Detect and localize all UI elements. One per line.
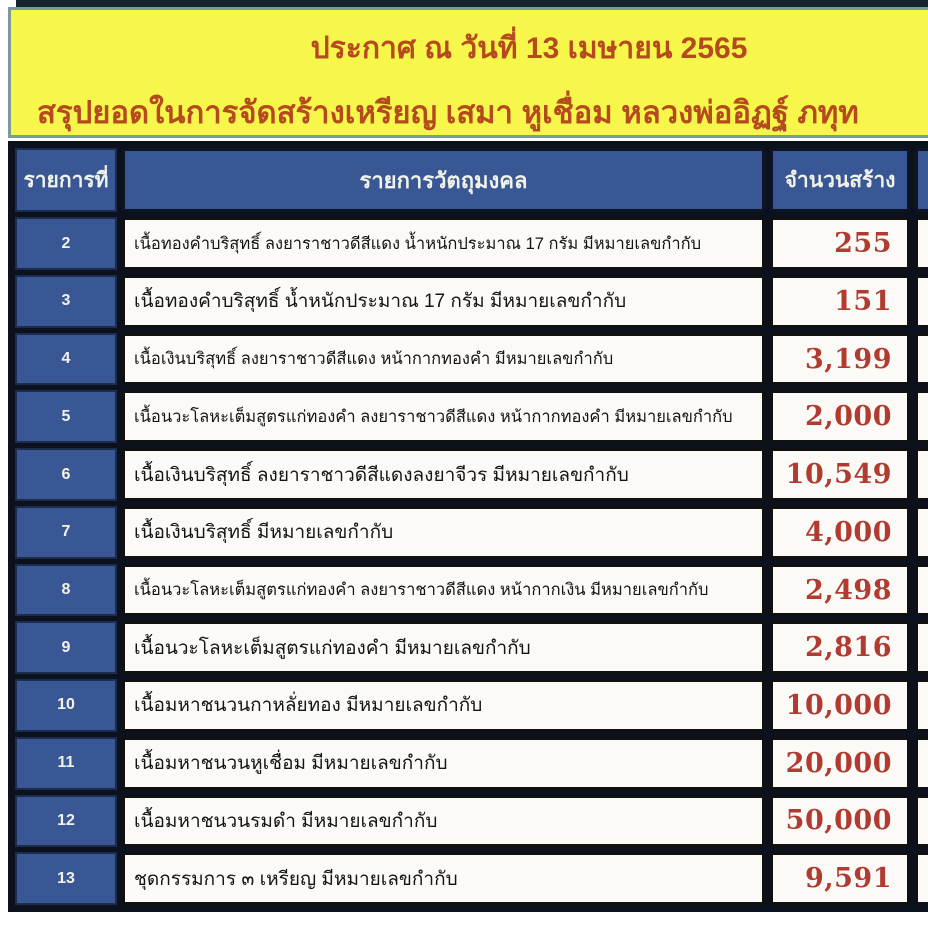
row-number-cell	[15, 333, 117, 386]
amount-cell	[770, 795, 910, 848]
extra-column-stub	[915, 564, 928, 617]
row-number-cell	[15, 679, 117, 732]
extra-column-stub	[915, 275, 928, 328]
item-description: เนื้อทองคำบริสุทธิ์ ลงยาราชาวดีสีแดง น้ำหนักประมาณ 17 กรัม มีหมายเลขกำกับ	[134, 234, 702, 253]
row-number: 2	[61, 234, 71, 252]
extra-column-stub	[915, 679, 928, 732]
extra-column-stub	[915, 448, 928, 501]
amount-value: 50,000	[785, 805, 892, 837]
table-row	[15, 448, 928, 501]
amount-value: 2,816	[804, 632, 892, 664]
row-number-cell	[15, 506, 117, 559]
item-description: เนื้อมหาชนวนกาหลั่ยทอง มีหมายเลขกำกับ	[134, 695, 483, 717]
row-number: 11	[57, 754, 75, 772]
item-description-cell	[122, 217, 765, 270]
table-row	[15, 679, 928, 732]
header-amount-cell	[770, 148, 910, 212]
summary-table	[8, 141, 928, 912]
item-description-cell	[122, 506, 765, 559]
item-description-cell	[122, 679, 765, 732]
item-description: เนื้อมหาชนวนหูเชื่อม มีหมายเลขกำกับ	[134, 753, 448, 775]
table-row	[15, 333, 928, 386]
amount-cell	[770, 217, 910, 270]
item-description: เนื้อมหาชนวนรมดำ มีหมายเลขกำกับ	[134, 810, 438, 832]
amount-value: 255	[834, 228, 892, 260]
item-description: เนื้อทองคำบริสุทธิ์ น้ำหนักประมาณ 17 กรัม มีหมายเลขกำกับ	[134, 291, 627, 313]
table-header-row	[15, 148, 928, 212]
top-border-strip	[16, 0, 928, 7]
extra-column-stub	[915, 333, 928, 386]
row-number-cell	[15, 737, 117, 790]
header-item-number-cell	[15, 148, 117, 212]
amount-value: 2,000	[804, 401, 892, 433]
table-row	[15, 275, 928, 328]
announcement-summary-title: สรุปยอดในการจัดสร้างเหรียญ เสมา หูเชื่อม หลวงพ่ออิฏฐ์ ภทุท	[37, 95, 859, 130]
amount-cell	[770, 390, 910, 443]
row-number: 13	[57, 869, 75, 887]
amount-cell	[770, 679, 910, 732]
row-number-cell	[15, 621, 117, 674]
item-description: เนื้อเงินบริสุทธิ์ มีหมายเลขกำกับ	[134, 522, 394, 544]
item-description-cell	[122, 448, 765, 501]
table-row	[15, 506, 928, 559]
amount-value: 9,591	[804, 863, 892, 895]
table-row	[15, 737, 928, 790]
row-number: 9	[61, 638, 71, 656]
row-number: 10	[57, 696, 75, 714]
extra-column-stub	[915, 621, 928, 674]
item-description-cell	[122, 333, 765, 386]
item-description-cell	[122, 275, 765, 328]
amount-value: 10,000	[785, 689, 892, 721]
item-description: ชุดกรรมการ ๓ เหรียญ มีหมายเลขกำกับ	[134, 868, 458, 890]
item-description: เนื้อเงินบริสุทธิ์ ลงยาราชาวดีสีแดง หน้ากากทองคำ มีหมายเลขกำกับ	[134, 350, 614, 369]
row-number: 5	[61, 407, 71, 425]
item-description-cell	[122, 621, 765, 674]
row-number: 8	[61, 581, 71, 598]
row-number-cell	[15, 564, 117, 617]
table-row	[15, 564, 928, 617]
table-row	[15, 852, 928, 905]
item-description: เนื้อนวะโลหะเต็มสูตรแก่ทองคำ มีหมายเลขกำกับ	[134, 637, 531, 659]
row-number: 4	[61, 350, 71, 368]
table-row	[15, 217, 928, 270]
item-description-cell	[122, 564, 765, 617]
row-number-cell	[15, 852, 117, 905]
amount-value: 2,498	[804, 574, 892, 606]
amount-cell	[770, 852, 910, 905]
header-description-label: รายการวัตถุมงคล	[359, 167, 528, 193]
row-number-cell	[15, 795, 117, 848]
row-number: 3	[61, 292, 71, 310]
announcement-banner	[8, 7, 928, 138]
header-extra-column-stub	[915, 148, 928, 212]
item-description: เนื้อนวะโลหะเต็มสูตรแก่ทองคำ ลงยาราชาวดีสีแดง หน้ากากเงิน มีหมายเลขกำกับ	[134, 581, 709, 599]
amount-cell	[770, 564, 910, 617]
amount-cell	[770, 448, 910, 501]
extra-column-stub	[915, 795, 928, 848]
header-amount-label: จำนวนสร้าง	[784, 168, 896, 192]
amount-value: 3,199	[804, 343, 892, 375]
item-description-cell	[122, 795, 765, 848]
row-number-cell	[15, 390, 117, 443]
row-number-cell	[15, 217, 117, 270]
header-item-number-label: รายการที่	[23, 168, 109, 192]
table-row	[15, 621, 928, 674]
amount-value: 10,549	[785, 459, 892, 491]
amount-value: 20,000	[785, 747, 892, 779]
amount-cell	[770, 621, 910, 674]
extra-column-stub	[915, 737, 928, 790]
extra-column-stub	[915, 217, 928, 270]
extra-column-stub	[915, 506, 928, 559]
table-row	[15, 390, 928, 443]
item-description-cell	[122, 852, 765, 905]
amount-cell	[770, 275, 910, 328]
row-number-cell	[15, 275, 117, 328]
table-row	[15, 795, 928, 848]
amount-value: 4,000	[804, 516, 892, 548]
row-number: 6	[61, 465, 71, 483]
announcement-date-title: ประกาศ ณ วันที่ 13 เมษายน 2565	[310, 32, 748, 65]
amount-cell	[770, 333, 910, 386]
row-number-cell	[15, 448, 117, 501]
item-description: เนื้อเงินบริสุทธิ์ ลงยาราชาวดีสีแดงลงยาจีวร มีหมายเลขกำกับ	[134, 464, 629, 486]
item-description-cell	[122, 737, 765, 790]
item-description-cell	[122, 390, 765, 443]
row-number: 12	[57, 811, 75, 829]
extra-column-stub	[915, 852, 928, 905]
amount-cell	[770, 506, 910, 559]
header-description-cell	[122, 148, 765, 212]
amount-cell	[770, 737, 910, 790]
item-description: เนื้อนวะโลหะเต็มสูตรแก่ทองคำ ลงยาราชาวดีสีแดง หน้ากากทองคำ มีหมายเลขกำกับ	[134, 407, 733, 426]
row-number: 7	[61, 523, 71, 541]
extra-column-stub	[915, 390, 928, 443]
amount-value: 151	[834, 285, 892, 317]
